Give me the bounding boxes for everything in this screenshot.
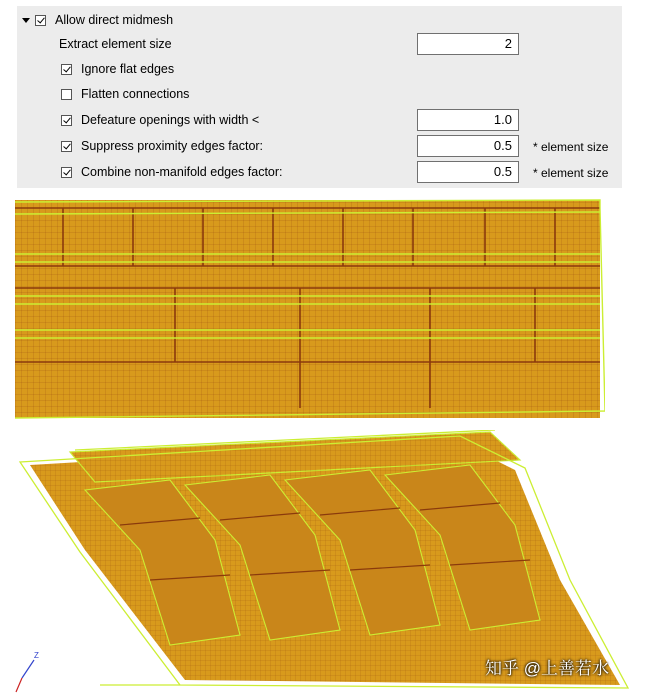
watermark-text: 知乎 @上善若水 — [485, 659, 609, 678]
flatten-connections-checkbox[interactable] — [61, 89, 72, 100]
expand-triangle-icon[interactable] — [22, 18, 30, 23]
allow-direct-midmesh-label: Allow direct midmesh — [55, 13, 174, 27]
combine-nonmanifold-unit: * element size — [533, 166, 609, 180]
allow-direct-midmesh-checkbox[interactable] — [35, 15, 46, 26]
suppress-proximity-row[interactable] — [61, 136, 263, 156]
combine-nonmanifold-checkbox[interactable] — [61, 167, 72, 178]
extract-element-size-label: Extract element size — [59, 37, 172, 51]
extract-element-size-row — [59, 34, 172, 54]
ignore-flat-edges-row[interactable] — [61, 59, 174, 79]
combine-nonmanifold-row[interactable] — [61, 162, 283, 182]
combine-nonmanifold-label: Combine non-manifold edges factor: — [81, 165, 283, 179]
flatten-connections-row[interactable] — [61, 84, 189, 104]
flat-mesh-grid — [15, 200, 600, 418]
suppress-proximity-label: Suppress proximity edges factor: — [81, 139, 264, 153]
defeature-openings-checkbox[interactable] — [61, 115, 72, 126]
defeature-openings-label: Defeature openings with width < — [81, 113, 260, 127]
defeature-openings-field[interactable]: 1.0 — [417, 109, 519, 131]
defeature-openings-row[interactable] — [61, 110, 259, 130]
flat-mesh-viewport[interactable] — [15, 196, 605, 430]
extract-element-size-field[interactable]: 2 — [417, 33, 519, 55]
suppress-proximity-unit: * element size — [533, 140, 609, 154]
ignore-flat-edges-label: Ignore flat edges — [81, 62, 175, 76]
axis-z-label: Z — [34, 651, 39, 660]
combine-nonmanifold-field[interactable]: 0.5 — [417, 161, 519, 183]
suppress-proximity-checkbox[interactable] — [61, 141, 72, 152]
axis-triad-icon — [14, 648, 44, 693]
flatten-connections-label: Flatten connections — [81, 87, 190, 101]
suppress-proximity-field[interactable]: 0.5 — [417, 135, 519, 157]
midmesh-options-panel — [17, 6, 622, 188]
ignore-flat-edges-checkbox[interactable] — [61, 64, 72, 75]
allow-direct-midmesh-row[interactable] — [22, 10, 173, 30]
